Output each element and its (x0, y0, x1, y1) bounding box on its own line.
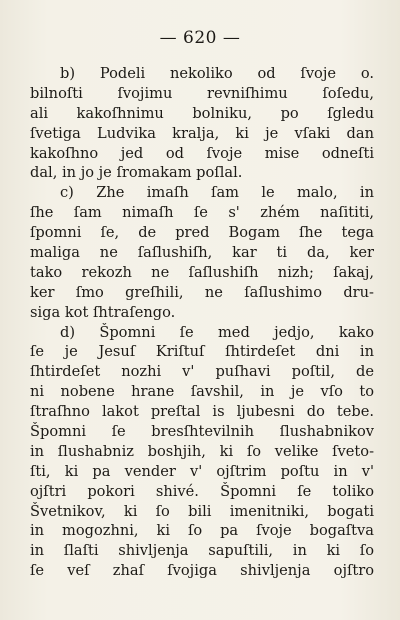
text-line: ſhe ſam nimaſh ſe s' zhém naſititi, (30, 204, 374, 222)
text-line: ſpomni ſe, de pred Bogam ſhe tega (30, 224, 374, 242)
text-line: siga kot ſhtraſengo. (30, 303, 176, 321)
text-line: dal, in jo je ſromakam poſlal. (30, 164, 243, 182)
text-line: kakoſhno jed od ſvoje mise odneſti (30, 144, 374, 162)
text-line: in ſlushabniz boshjih, ki ſo velike ſveto- (30, 442, 374, 460)
text-line: ali kakoſhnimu bolniku, po ſgledu (30, 104, 374, 122)
text-line: in mogozhni, ki ſo pa ſvoje bogaſtva (30, 522, 374, 540)
text-line: ſhtirdeſet nozhi v' puſhavi poſtil, de (30, 363, 374, 381)
text-line: ſtraſhno lakot preſtal is ljubesni do tebe. (30, 403, 374, 421)
text-line: ni nobene hrane ſavshil, in je vſo to (30, 383, 374, 401)
text-line: Špomni ſe bresſhtevilnih ſlushabnikov (30, 423, 374, 441)
text-line: ker ſmo greſhili, ne ſaſlushimo dru- (30, 283, 374, 301)
page-number: — 620 — (159, 28, 241, 48)
text-line: d) Špomni ſe med jedjo, kako (60, 323, 374, 341)
text-line: bilnoſti ſvojimu revniſhimu ſoſedu, (30, 84, 374, 102)
text-line: ſe je Jesuſ Kriſtuſ ſhtirdeſet dni in (30, 343, 374, 361)
text-line: ſvetiga Ludvika kralja, ki je vſaki dan (30, 124, 374, 142)
text-line: b) Podeli nekoliko od ſvoje o. (60, 65, 374, 82)
text-line: ojſtri pokori shivé. Špomni ſe toliko (30, 482, 374, 500)
text-line: c) Zhe imaſh ſam le malo, in (60, 184, 374, 202)
text-line: ſe veſ zhaſ ſvojiga shivljenja ojſtro (30, 562, 374, 580)
text-line: ſti, ki pa vender v' ojſtrim poſtu in v' (30, 462, 374, 480)
text-line: in ſlaſti shivljenja sapuſtili, in ki ſo (30, 542, 374, 560)
text-line: maliga ne ſaſlushiſh, kar ti da, ker (30, 244, 374, 262)
text-line: tako rekozh ne ſaſlushiſh nizh; ſakaj, (30, 263, 374, 281)
body-text (30, 64, 374, 581)
text-line: Švetnikov, ki ſo bili imenitniki, bogati (30, 502, 374, 520)
